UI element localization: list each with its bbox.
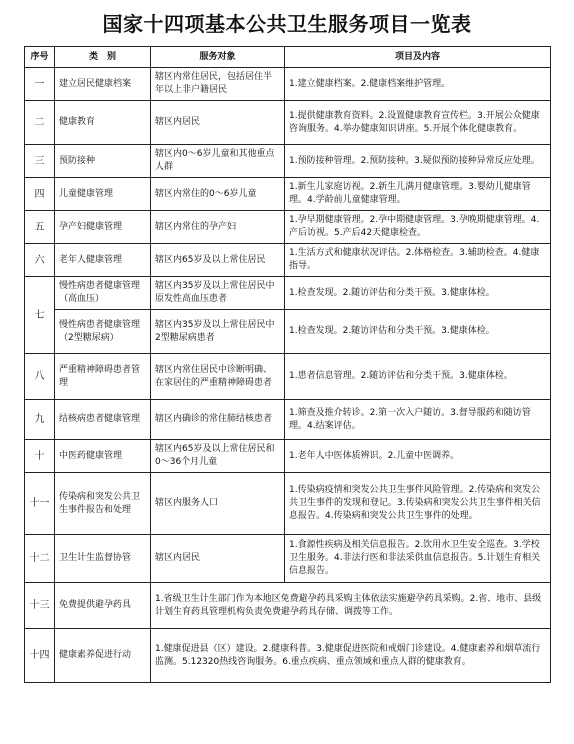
header-content: 项目及内容: [285, 47, 551, 68]
row-target: 辖区内居民: [151, 101, 285, 145]
row-category: 慢性病患者健康管理（2型糖尿病）: [55, 310, 151, 354]
row-category: 免费提供避孕药具: [55, 583, 151, 629]
row-merged-content: 1.省级卫生计生部门作为本地区免费避孕药具采购主体依法实施避孕药具采购。2.省、地市、县级计划生育药具管理机构负责免费避孕药具存储、调拨等工作。: [151, 583, 551, 629]
row-category: 卫生计生监督协管: [55, 535, 151, 583]
row-target: 辖区内35岁及以上常住居民中原发性高血压患者: [151, 277, 285, 310]
row-target: 辖区内居民: [151, 535, 285, 583]
row-content: 1.建立健康档案。2.健康档案维护管理。: [285, 68, 551, 101]
row-target: 辖区内常住的0～6岁儿童: [151, 178, 285, 211]
row-content: 1.患者信息管理。2.随访评估和分类干预。3.健康体检。: [285, 354, 551, 400]
row-category: 建立居民健康档案: [55, 68, 151, 101]
row-content: 1.新生儿家庭访视。2.新生儿满月健康管理。3.婴幼儿健康管理。4.学龄前儿童健康管理。: [285, 178, 551, 211]
table-row: [25, 211, 551, 244]
row-content: 1.孕早期健康管理。2.孕中期健康管理。3.孕晚期健康管理。4.产后访视。5.产后42天健康检查。: [285, 211, 551, 244]
row-category: 健康教育: [55, 101, 151, 145]
table-row: [25, 583, 551, 629]
table-row: [25, 178, 551, 211]
table-row: [25, 101, 551, 145]
row-target: 辖区内常住的孕产妇: [151, 211, 285, 244]
row-category: 老年人健康管理: [55, 244, 151, 277]
row-target: 辖区内65岁及以上常住居民: [151, 244, 285, 277]
row-num: 十四: [25, 629, 55, 683]
row-content: 1.生活方式和健康状况评估。2.体格检查。3.辅助检查。4.健康指导。: [285, 244, 551, 277]
row-content: 1.传染病疫情和突发公共卫生事件风险管理。2.传染病和突发公共卫生事件的发现和登记。3.传染病和突发公共卫生事件相关信息报告。4.传染病和突发公共卫生事件的处理。: [285, 473, 551, 535]
row-content: 1.检查发现。2.随访评估和分类干预。3.健康体检。: [285, 310, 551, 354]
row-num: 十二: [25, 535, 55, 583]
row-category: 传染病和突发公共卫生事件报告和处理: [55, 473, 151, 535]
table-row: [25, 68, 551, 101]
table-row: [25, 473, 551, 535]
row-category: 严重精神障碍患者管理: [55, 354, 151, 400]
row-content: 1.食源性疾病及相关信息报告。2.饮用水卫生安全巡查。3.学校卫生服务。4.非法行医和非法采供血信息报告。5.计划生育相关信息报告。: [285, 535, 551, 583]
header-num: 序号: [25, 47, 55, 68]
row-num: 五: [25, 211, 55, 244]
table-row: [25, 440, 551, 473]
table-row: [25, 145, 551, 178]
table-row: [25, 277, 551, 310]
row-content: 1.提供健康教育资料。2.设置健康教育宣传栏。3.开展公众健康咨询服务。4.举办健康知识讲座。5.开展个体化健康教育。: [285, 101, 551, 145]
row-category: 健康素养促进行动: [55, 629, 151, 683]
row-target: 辖区内0～6岁儿童和其他重点人群: [151, 145, 285, 178]
row-category: 儿童健康管理: [55, 178, 151, 211]
row-num: 八: [25, 354, 55, 400]
row-category: 预防接种: [55, 145, 151, 178]
row-content: 1.筛查及推介转诊。2.第一次入户随访。3.督导服药和随访管理。4.结案评估。: [285, 400, 551, 440]
row-category: 慢性病患者健康管理（高血压）: [55, 277, 151, 310]
row-num: 七: [25, 277, 55, 354]
table-row: [25, 244, 551, 277]
header-category: 类 别: [55, 47, 151, 68]
table-row: [25, 535, 551, 583]
table-row: [25, 354, 551, 400]
row-num: 四: [25, 178, 55, 211]
row-num: 十: [25, 440, 55, 473]
row-num: 六: [25, 244, 55, 277]
row-content: 1.预防接种管理。2.预防接种。3.疑似预防接种异常反应处理。: [285, 145, 551, 178]
row-target: 辖区内服务人口: [151, 473, 285, 535]
row-target: 辖区内35岁及以上常住居民中2型糖尿病患者: [151, 310, 285, 354]
row-category: 孕产妇健康管理: [55, 211, 151, 244]
page-title: 国家十四项基本公共卫生服务项目一览表: [102, 12, 472, 36]
row-category: 结核病患者健康管理: [55, 400, 151, 440]
header-target: 服务对象: [151, 47, 285, 68]
table-row: [25, 310, 551, 354]
row-target: 辖区内65岁及以上常住居民和0～36个月儿童: [151, 440, 285, 473]
row-num: 一: [25, 68, 55, 101]
row-merged-content: 1.健康促进县（区）建设。2.健康科普。3.健康促进医院和戒烟门诊建设。4.健康素养和烟草流行监测。5.12320热线咨询服务。6.重点疾病、重点领域和重点人群的健康教育。: [151, 629, 551, 683]
row-content: 1.老年人中医体质辨识。2.儿童中医调养。: [285, 440, 551, 473]
table-header-row: [25, 47, 551, 68]
row-num: 二: [25, 101, 55, 145]
row-num: 三: [25, 145, 55, 178]
row-num: 十一: [25, 473, 55, 535]
row-target: 辖区内常住居民，包括居住半年以上非户籍居民: [151, 68, 285, 101]
row-target: 辖区内确诊的常住肺结核患者: [151, 400, 285, 440]
table-row: [25, 629, 551, 683]
services-table: [24, 46, 551, 683]
table-row: [25, 400, 551, 440]
row-content: 1.检查发现。2.随访评估和分类干预。3.健康体检。: [285, 277, 551, 310]
row-category: 中医药健康管理: [55, 440, 151, 473]
row-target: 辖区内常住居民中诊断明确、在家居住的严重精神障碍患者: [151, 354, 285, 400]
row-num: 九: [25, 400, 55, 440]
row-num: 十三: [25, 583, 55, 629]
